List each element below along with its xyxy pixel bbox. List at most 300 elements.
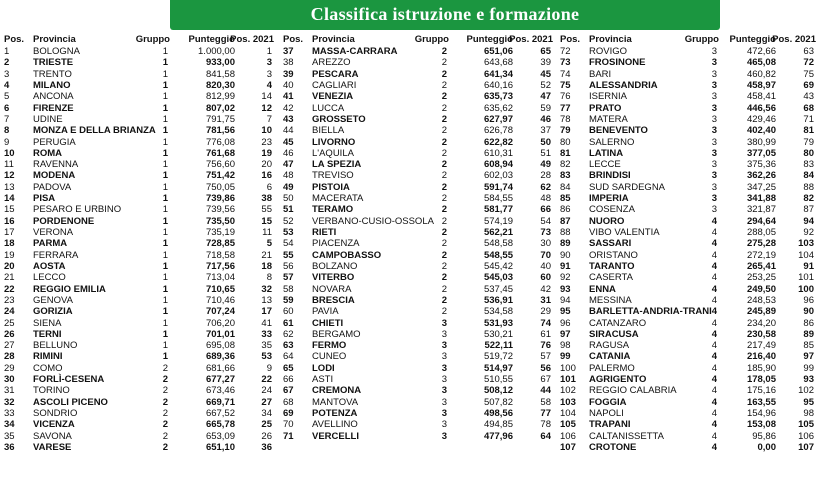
row-punteggio: 689,36 (205, 351, 235, 363)
row-provincia: TERNI (33, 328, 62, 340)
row-position: 7 (4, 113, 10, 125)
row-provincia: LECCE (589, 159, 621, 171)
row-gruppo: 1 (162, 46, 168, 57)
row-pos2021: 12 (261, 102, 272, 114)
row-gruppo: 2 (441, 249, 447, 261)
row-gruppo: 3 (711, 181, 717, 193)
row-punteggio: 465,08 (746, 57, 776, 69)
row-position: 10 (4, 147, 15, 159)
row-punteggio: 530,21 (483, 328, 513, 340)
row-gruppo: 4 (711, 215, 717, 227)
row-punteggio: 288,05 (746, 227, 776, 238)
row-position: 24 (4, 306, 15, 318)
table-row (279, 295, 555, 306)
row-provincia: ROVIGO (589, 46, 628, 57)
row-position: 64 (283, 351, 294, 363)
row-provincia: MACERATA (312, 193, 364, 205)
row-gruppo: 4 (711, 396, 717, 408)
row-provincia: CASERTA (589, 272, 633, 284)
table-row (556, 227, 824, 238)
row-pos2021: 1 (266, 46, 272, 57)
row-provincia: AREZZO (312, 57, 351, 69)
row-provincia: CAGLIARI (312, 79, 357, 91)
row-gruppo: 3 (711, 170, 717, 182)
row-gruppo: 4 (711, 362, 717, 374)
row-provincia: FROSINONE (589, 57, 646, 69)
row-pos2021: 27 (261, 396, 272, 408)
row-punteggio: 178,05 (746, 374, 776, 386)
table-row (556, 125, 824, 136)
row-pos2021: 4 (266, 79, 272, 91)
row-gruppo: 1 (162, 159, 168, 171)
row-position: 29 (4, 362, 15, 374)
table-row (556, 431, 824, 442)
row-gruppo: 1 (162, 260, 168, 272)
row-pos2021: 70 (540, 249, 551, 261)
row-punteggio: 667,52 (205, 408, 235, 419)
row-pos2021: 73 (540, 227, 551, 238)
row-position: 45 (283, 136, 294, 148)
table-row (279, 137, 555, 148)
row-punteggio: 669,71 (205, 396, 235, 408)
row-provincia: BRINDISI (589, 170, 631, 182)
row-pos2021: 66 (540, 204, 551, 216)
page-title: Classifica istruzione e formazione (310, 4, 580, 24)
row-provincia: CAMPOBASSO (312, 249, 382, 261)
row-punteggio: 735,50 (205, 215, 235, 227)
row-position: 49 (283, 181, 294, 193)
row-punteggio: 710,46 (205, 294, 235, 306)
row-provincia: TORINO (33, 385, 70, 397)
row-punteggio: 163,55 (746, 396, 776, 408)
ranking-column-1 (0, 34, 276, 453)
row-position: 91 (560, 260, 571, 272)
row-position: 52 (283, 215, 294, 227)
row-punteggio: 0,00 (757, 441, 776, 453)
row-provincia: PESCARA (312, 68, 359, 80)
row-position: 55 (283, 249, 294, 261)
row-provincia: COSENZA (589, 204, 635, 216)
row-pos2021: 100 (798, 283, 814, 295)
header-pos2021: Pos. 2021 (772, 34, 816, 45)
row-pos2021: 65 (540, 46, 551, 57)
row-position: 32 (4, 396, 15, 408)
row-gruppo: 3 (441, 374, 447, 386)
table-row (0, 114, 276, 125)
row-provincia: SUD SARDEGNA (589, 181, 666, 193)
row-provincia: PIACENZA (312, 238, 360, 250)
row-provincia: BARI (589, 68, 612, 80)
row-punteggio: 377,05 (746, 147, 776, 159)
row-gruppo: 2 (441, 159, 447, 171)
row-punteggio: 321,87 (746, 204, 776, 216)
row-pos2021: 52 (540, 79, 551, 91)
row-provincia: ENNA (589, 283, 616, 295)
row-pos2021: 35 (261, 340, 272, 352)
row-gruppo: 2 (162, 419, 168, 431)
row-gruppo: 2 (441, 136, 447, 148)
table-row (279, 57, 555, 68)
row-provincia: SALERNO (589, 136, 635, 148)
row-position: 1 (4, 46, 10, 57)
table-row (279, 114, 555, 125)
row-position: 18 (4, 238, 15, 250)
row-provincia: GENOVA (33, 294, 73, 306)
row-provincia: PISTOIA (312, 181, 350, 193)
header-punteggio: Punteggio (466, 34, 513, 45)
row-pos2021: 56 (540, 362, 551, 374)
header-pos: Pos. (560, 34, 581, 45)
row-punteggio: 534,58 (483, 306, 513, 318)
row-pos2021: 20 (261, 159, 272, 171)
row-position: 89 (560, 238, 571, 250)
row-gruppo: 2 (441, 227, 447, 238)
row-provincia: VENEZIA (312, 91, 354, 103)
row-gruppo: 2 (441, 204, 447, 216)
row-position: 60 (283, 306, 294, 318)
row-provincia: COMO (33, 362, 63, 374)
row-position: 85 (560, 193, 571, 205)
row-punteggio: 537,45 (483, 283, 513, 295)
header-gruppo: Gruppo (414, 34, 449, 45)
row-gruppo: 1 (162, 91, 168, 103)
row-position: 34 (4, 419, 15, 431)
row-gruppo: 1 (162, 227, 168, 238)
row-punteggio: 718,58 (205, 249, 235, 261)
row-gruppo: 4 (711, 283, 717, 295)
header-gruppo: Gruppo (684, 34, 719, 45)
row-gruppo: 1 (162, 79, 168, 91)
row-gruppo: 4 (711, 430, 717, 442)
row-punteggio: 584,55 (483, 193, 513, 205)
row-gruppo: 1 (162, 340, 168, 352)
row-position: 36 (4, 441, 15, 453)
header-provincia: Provincia (33, 34, 76, 45)
row-pos2021: 21 (261, 249, 272, 261)
table-row (279, 340, 555, 351)
row-pos2021: 19 (261, 147, 272, 159)
table-row (279, 306, 555, 317)
row-gruppo: 2 (441, 215, 447, 227)
row-gruppo: 2 (162, 385, 168, 397)
row-provincia: NUORO (589, 215, 625, 227)
row-pos2021: 102 (798, 385, 814, 397)
row-punteggio: 841,58 (205, 68, 235, 80)
row-punteggio: 536,91 (483, 294, 513, 306)
row-provincia: BRESCIA (312, 294, 355, 306)
table-row (279, 91, 555, 102)
table-row (556, 216, 824, 227)
row-gruppo: 1 (162, 170, 168, 182)
row-provincia: ASTI (312, 374, 334, 386)
row-punteggio: 761,68 (205, 147, 235, 159)
row-provincia: VICENZA (33, 419, 75, 431)
row-gruppo: 3 (711, 46, 717, 57)
column-header (556, 34, 824, 46)
row-position: 73 (560, 57, 571, 69)
row-pos2021: 13 (261, 294, 272, 306)
row-provincia: UDINE (33, 113, 63, 125)
row-position: 31 (4, 385, 15, 397)
row-provincia: PAVIA (312, 306, 339, 318)
row-position: 100 (560, 362, 576, 374)
row-pos2021: 78 (540, 419, 551, 431)
row-pos2021: 87 (803, 204, 814, 216)
row-position: 33 (4, 408, 15, 419)
table-row (0, 91, 276, 102)
row-pos2021: 31 (540, 294, 551, 306)
row-gruppo: 1 (162, 238, 168, 250)
row-gruppo: 3 (441, 317, 447, 329)
row-provincia: CATANZARO (589, 317, 647, 329)
table-row (556, 193, 824, 204)
table-row (556, 284, 824, 295)
row-gruppo: 2 (162, 374, 168, 386)
table-row (556, 419, 824, 430)
row-pos2021: 94 (803, 215, 814, 227)
table-row (279, 284, 555, 295)
row-pos2021: 36 (261, 441, 272, 453)
table-row (556, 329, 824, 340)
row-punteggio: 154,96 (746, 408, 776, 419)
row-gruppo: 4 (711, 317, 717, 329)
row-pos2021: 37 (540, 125, 551, 137)
row-punteggio: 933,00 (205, 57, 235, 69)
row-gruppo: 1 (162, 283, 168, 295)
row-punteggio: 265,41 (746, 260, 776, 272)
row-gruppo: 3 (441, 351, 447, 363)
row-pos2021: 24 (261, 385, 272, 397)
row-pos2021: 83 (803, 159, 814, 171)
row-pos2021: 80 (803, 147, 814, 159)
row-provincia: CROTONE (589, 441, 637, 453)
column-header (0, 34, 276, 46)
row-punteggio: 253,25 (746, 272, 776, 284)
row-gruppo: 3 (441, 385, 447, 397)
row-provincia: FORLÌ-CESENA (33, 374, 105, 386)
table-row (556, 340, 824, 351)
table-row (556, 204, 824, 215)
row-pos2021: 90 (803, 306, 814, 318)
row-provincia: CUNEO (312, 351, 347, 363)
row-gruppo: 4 (711, 351, 717, 363)
table-row (0, 204, 276, 215)
title-banner (170, 0, 720, 30)
row-pos2021: 50 (540, 136, 551, 148)
row-gruppo: 2 (441, 102, 447, 114)
row-provincia: GROSSETO (312, 113, 366, 125)
row-pos2021: 25 (261, 419, 272, 431)
row-gruppo: 1 (162, 328, 168, 340)
row-position: 92 (560, 272, 571, 284)
row-punteggio: 494,85 (483, 419, 513, 431)
row-pos2021: 18 (261, 260, 272, 272)
row-punteggio: 548,58 (483, 238, 513, 250)
row-pos2021: 6 (266, 181, 272, 193)
row-pos2021: 3 (266, 57, 272, 69)
row-gruppo: 3 (441, 396, 447, 408)
row-position: 84 (560, 181, 571, 193)
row-gruppo: 2 (441, 79, 447, 91)
row-gruppo: 2 (441, 68, 447, 80)
row-pos2021: 54 (540, 215, 551, 227)
table-row (0, 431, 276, 442)
row-pos2021: 75 (803, 68, 814, 80)
row-position: 21 (4, 272, 15, 284)
row-gruppo: 2 (441, 238, 447, 250)
row-punteggio: 498,56 (483, 408, 513, 419)
row-punteggio: 548,55 (483, 249, 513, 261)
table-row (556, 46, 824, 57)
table-row (556, 159, 824, 170)
row-position: 96 (560, 317, 571, 329)
row-punteggio: 665,78 (205, 419, 235, 431)
row-gruppo: 1 (162, 351, 168, 363)
row-provincia: TRAPANI (589, 419, 631, 431)
row-punteggio: 429,46 (746, 113, 776, 125)
row-position: 56 (283, 260, 294, 272)
row-position: 42 (283, 102, 294, 114)
table-row (0, 306, 276, 317)
row-punteggio: 735,19 (205, 227, 235, 238)
row-pos2021: 101 (798, 272, 814, 284)
row-pos2021: 48 (540, 193, 551, 205)
row-position: 68 (283, 396, 294, 408)
row-pos2021: 103 (798, 238, 814, 250)
table-row (0, 374, 276, 385)
row-provincia: SIENA (33, 317, 62, 329)
row-position: 78 (560, 113, 571, 125)
table-row (556, 148, 824, 159)
header-gruppo: Gruppo (135, 34, 170, 45)
row-gruppo: 1 (162, 193, 168, 205)
table-row (279, 385, 555, 396)
row-gruppo: 4 (711, 227, 717, 238)
row-provincia: FERRARA (33, 249, 79, 261)
table-row (556, 442, 824, 453)
row-punteggio: 635,73 (483, 91, 513, 103)
row-punteggio: 245,89 (746, 306, 776, 318)
row-position: 65 (283, 362, 294, 374)
row-punteggio: 216,40 (746, 351, 776, 363)
row-punteggio: 713,04 (205, 272, 235, 284)
row-position: 57 (283, 272, 294, 284)
row-provincia: VERBANO-CUSIO-OSSOLA (312, 215, 434, 227)
row-provincia: ISERNIA (589, 91, 628, 103)
row-punteggio: 608,94 (483, 159, 513, 171)
row-punteggio: 677,27 (205, 374, 235, 386)
row-position: 67 (283, 385, 294, 397)
row-punteggio: 701,01 (205, 328, 235, 340)
row-punteggio: 153,08 (746, 419, 776, 431)
row-pos2021: 71 (803, 113, 814, 125)
table-row (279, 431, 555, 442)
row-punteggio: 627,97 (483, 113, 513, 125)
row-position: 28 (4, 351, 15, 363)
row-gruppo: 4 (711, 419, 717, 431)
row-gruppo: 1 (162, 317, 168, 329)
row-pos2021: 40 (540, 260, 551, 272)
row-gruppo: 1 (162, 306, 168, 318)
row-punteggio: 472,66 (746, 46, 776, 57)
row-punteggio: 653,09 (205, 430, 235, 442)
row-provincia: IMPERIA (589, 193, 629, 205)
row-provincia: VIBO VALENTIA (589, 227, 660, 238)
row-provincia: LODI (312, 362, 335, 374)
row-gruppo: 4 (711, 374, 717, 386)
row-provincia: MATERA (589, 113, 628, 125)
row-punteggio: 375,36 (746, 159, 776, 171)
table-row (556, 170, 824, 181)
header-provincia: Provincia (312, 34, 355, 45)
row-provincia: FERMO (312, 340, 347, 352)
row-position: 47 (283, 159, 294, 171)
row-punteggio: 545,03 (483, 272, 513, 284)
row-pos2021: 61 (540, 328, 551, 340)
row-pos2021: 11 (262, 227, 272, 238)
row-provincia: LATINA (589, 147, 624, 159)
row-gruppo: 1 (162, 125, 168, 137)
table-row (279, 46, 555, 57)
table-row (0, 363, 276, 374)
row-punteggio: 460,82 (746, 68, 776, 80)
row-punteggio: 294,64 (746, 215, 776, 227)
row-provincia: FOGGIA (589, 396, 627, 408)
row-gruppo: 2 (441, 125, 447, 137)
row-gruppo: 3 (711, 125, 717, 137)
row-gruppo: 4 (711, 385, 717, 397)
row-punteggio: 820,30 (205, 79, 235, 91)
row-pos2021: 99 (803, 362, 814, 374)
row-gruppo: 4 (711, 328, 717, 340)
row-gruppo: 3 (441, 419, 447, 431)
row-pos2021: 60 (540, 272, 551, 284)
table-row (279, 397, 555, 408)
row-gruppo: 3 (711, 102, 717, 114)
row-gruppo: 4 (711, 306, 717, 318)
row-gruppo: 1 (162, 294, 168, 306)
row-punteggio: 610,31 (483, 147, 513, 159)
header-pos2021: Pos. 2021 (509, 34, 553, 45)
row-punteggio: 519,72 (483, 351, 513, 363)
row-gruppo: 3 (441, 328, 447, 340)
row-gruppo: 3 (711, 79, 717, 91)
row-pos2021: 107 (798, 441, 814, 453)
table-row (0, 250, 276, 261)
row-position: 39 (283, 68, 294, 80)
row-position: 25 (4, 317, 15, 329)
table-row (556, 318, 824, 329)
row-gruppo: 1 (162, 204, 168, 216)
table-row (279, 318, 555, 329)
row-gruppo: 2 (441, 272, 447, 284)
table-row (279, 363, 555, 374)
row-pos2021: 23 (261, 136, 272, 148)
row-gruppo: 2 (162, 408, 168, 419)
row-gruppo: 2 (441, 113, 447, 125)
row-pos2021: 93 (803, 374, 814, 386)
row-punteggio: 812,99 (205, 91, 235, 103)
row-provincia: BOLZANO (312, 260, 358, 272)
row-gruppo: 1 (162, 181, 168, 193)
row-pos2021: 38 (261, 193, 272, 205)
row-position: 70 (283, 419, 294, 431)
row-position: 41 (283, 91, 294, 103)
row-gruppo: 4 (711, 260, 717, 272)
row-position: 98 (560, 340, 571, 352)
table-row (0, 170, 276, 181)
row-pos2021: 69 (803, 79, 814, 91)
